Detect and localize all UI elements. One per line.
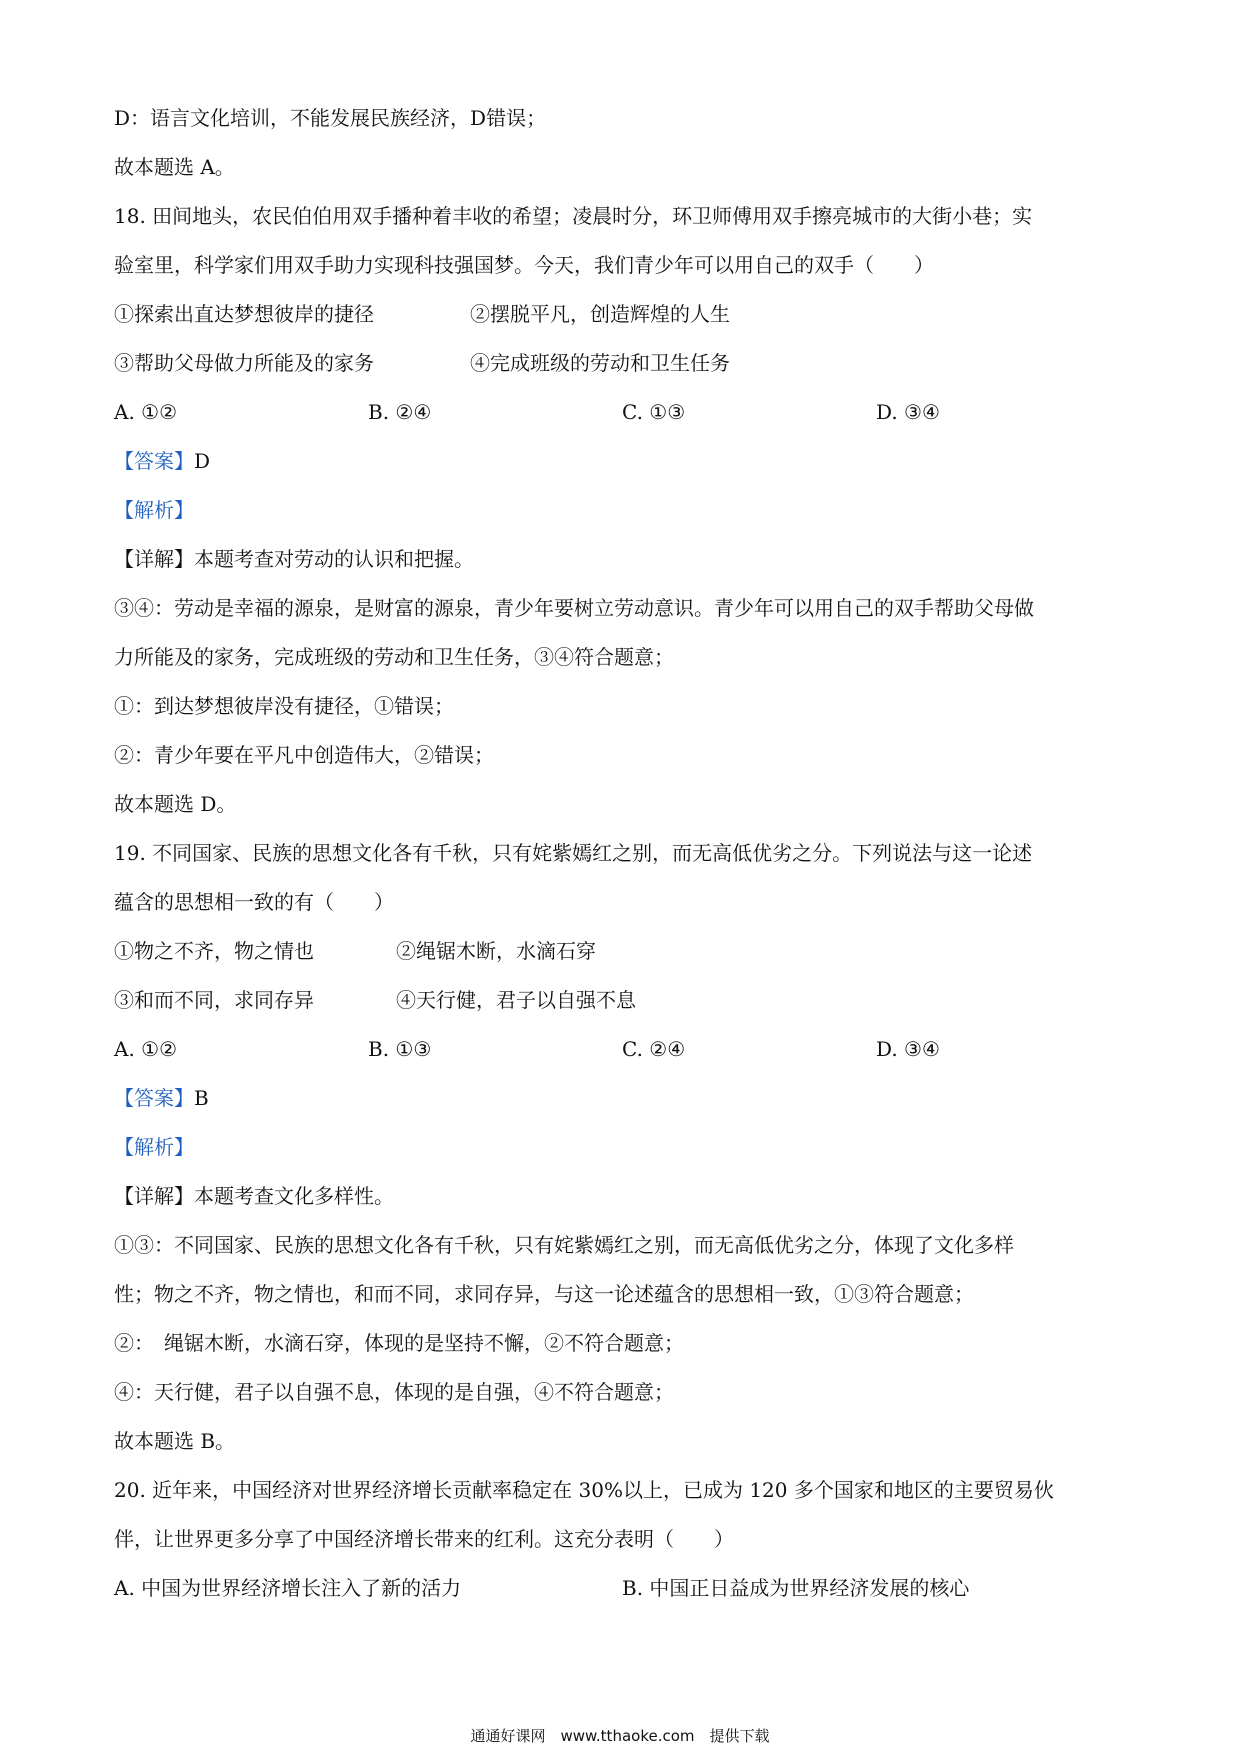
q19-detail-text: 本题考查文化多样性。 xyxy=(194,1184,394,1208)
q19-statement-1: ①物之不齐，物之情也 xyxy=(114,939,314,963)
q18-explanation-4: ②：青少年要在平凡中创造伟大，②错误； xyxy=(114,743,494,767)
q19-answer xyxy=(114,1084,209,1112)
q19-statement-2: ②绳锯木断，水滴石穿 xyxy=(396,939,596,963)
q18-detail-tag: 【详解】 xyxy=(114,547,194,571)
q18-explanation-3: ①：到达梦想彼岸没有捷径，①错误； xyxy=(114,694,454,718)
q19-answer-value: B xyxy=(194,1086,209,1110)
q19-detail xyxy=(114,1182,394,1210)
q19-statement-3: ③和而不同，求同存异 xyxy=(114,988,314,1012)
q18-answer-value: D xyxy=(194,449,211,473)
page-footer: 通通好课网 www.tthaoke.com 提供下载 xyxy=(470,1727,770,1745)
q19-answer-tag: 【答案】 xyxy=(114,1086,194,1110)
q20-stem-line2: 伴，让世界更多分享了中国经济增长带来的红利。这充分表明（ ） xyxy=(114,1527,734,1551)
q19-option-d: D. ③④ xyxy=(876,1037,940,1061)
q19-explanation-3: ②： 绳锯木断，水滴石穿，体现的是坚持不懈，②不符合题意； xyxy=(114,1331,684,1355)
q19-option-c: C. ②④ xyxy=(622,1037,686,1061)
q18-statement-1: ①探索出直达梦想彼岸的捷径 xyxy=(114,302,374,326)
q19-conclusion: 故本题选 B。 xyxy=(114,1429,236,1453)
q18-stem-line2: 验室里，科学家们用双手助力实现科技强国梦。今天，我们青少年可以用自己的双手（ ） xyxy=(114,253,934,277)
q18-stem-line1: 18. 田间地头，农民伯伯用双手播种着丰收的希望；凌晨时分，环卫师傅用双手擦亮城市的大街小巷；实 xyxy=(114,204,1033,228)
q18-explanation-1: ③④：劳动是幸福的源泉，是财富的源泉，青少年要树立劳动意识。青少年可以用自己的双手帮助父母做 xyxy=(114,596,1034,620)
q18-option-b: B. ②④ xyxy=(368,400,432,424)
q18-option-c: C. ①③ xyxy=(622,400,686,424)
q19-explanation-2: 性；物之不齐，物之情也，和而不同，求同存异，与这一论述蕴含的思想相一致，①③符合题意； xyxy=(114,1282,974,1306)
q18-conclusion: 故本题选 D。 xyxy=(114,792,237,816)
q19-stem-line2: 蕴含的思想相一致的有（ ） xyxy=(114,890,394,914)
q18-statement-2: ②摆脱平凡，创造辉煌的人生 xyxy=(470,302,730,326)
q19-stem-line1: 19. 不同国家、民族的思想文化各有千秋，只有姹紫嫣红之别，而无高低优劣之分。下列说法与这一论述 xyxy=(114,841,1033,865)
q19-explanation-1: ①③：不同国家、民族的思想文化各有千秋，只有姹紫嫣红之别，而无高低优劣之分，体现了文化多样 xyxy=(114,1233,1014,1257)
prev-conclusion: 故本题选 A。 xyxy=(114,155,235,179)
q18-statement-4: ④完成班级的劳动和卫生任务 xyxy=(470,351,730,375)
q18-statement-3: ③帮助父母做力所能及的家务 xyxy=(114,351,374,375)
q20-stem-line1: 20. 近年来，中国经济对世界经济增长贡献率稳定在 30%以上，已成为 120 多个国家和地区的主要贸易伙 xyxy=(114,1478,1054,1502)
q18-analysis-tag: 【解析】 xyxy=(114,498,194,522)
q19-detail-tag: 【详解】 xyxy=(114,1184,194,1208)
q19-explanation-4: ④：天行健，君子以自强不息，体现的是自强，④不符合题意； xyxy=(114,1380,674,1404)
q18-detail xyxy=(114,545,474,573)
q18-option-d: D. ③④ xyxy=(876,400,940,424)
q20-option-a: A. 中国为世界经济增长注入了新的活力 xyxy=(114,1576,462,1600)
q18-answer-tag: 【答案】 xyxy=(114,449,194,473)
q18-explanation-2: 力所能及的家务，完成班级的劳动和卫生任务，③④符合题意； xyxy=(114,645,674,669)
q20-option-b: B. 中国正日益成为世界经济发展的核心 xyxy=(622,1576,970,1600)
q18-detail-text: 本题考查对劳动的认识和把握。 xyxy=(194,547,474,571)
q19-option-b: B. ①③ xyxy=(368,1037,432,1061)
q19-statement-4: ④天行健，君子以自强不息 xyxy=(396,988,636,1012)
q19-analysis-tag: 【解析】 xyxy=(114,1135,194,1159)
prev-answer-d-explanation: D：语言文化培训，不能发展民族经济，D错误； xyxy=(114,106,547,130)
q19-option-a: A. ①② xyxy=(114,1037,178,1061)
q18-answer xyxy=(114,447,210,475)
q18-option-a: A. ①② xyxy=(114,400,178,424)
